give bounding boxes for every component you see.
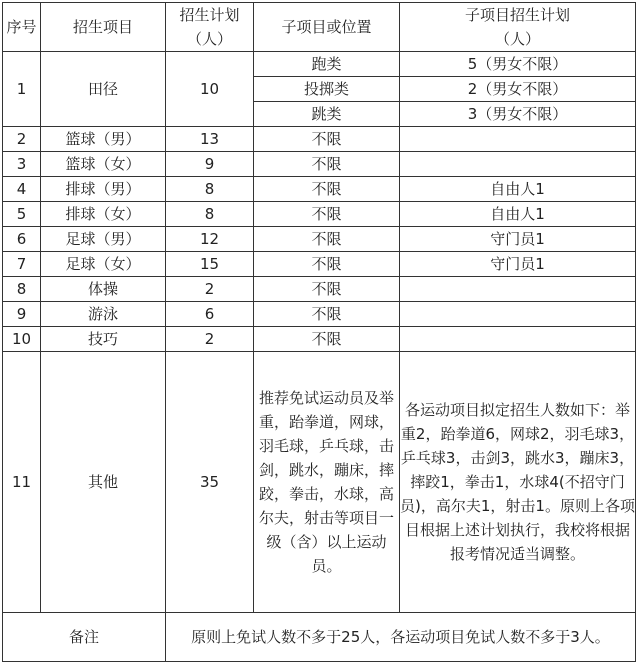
cell-seq: 8: [3, 277, 41, 302]
cell-seq: 1: [3, 52, 41, 127]
cell-project: 排球（女）: [41, 202, 166, 227]
header-subplan-line2: （人）: [494, 30, 540, 48]
header-subplan: [400, 3, 636, 52]
cell-subplan: [400, 302, 636, 327]
cell-sub: 不限: [254, 202, 400, 227]
table-row: [3, 152, 636, 177]
cell-project: 体操: [41, 277, 166, 302]
cell-seq: 2: [3, 127, 41, 152]
cell-seq: 6: [3, 227, 41, 252]
cell-plan: 8: [166, 202, 254, 227]
cell-subplan: [400, 152, 636, 177]
cell-seq: 5: [3, 202, 41, 227]
cell-sub: 投掷类: [254, 77, 400, 102]
cell-project: 篮球（男）: [41, 127, 166, 152]
cell-project: 游泳: [41, 302, 166, 327]
cell-sub: 不限: [254, 302, 400, 327]
cell-plan: 2: [166, 327, 254, 352]
header-plan-line1: 招生计划: [179, 6, 240, 24]
cell-project: 技巧: [41, 327, 166, 352]
cell-sub: 不限: [254, 227, 400, 252]
note-text: 原则上免试人数不多于25人，各运动项目免试人数不多于3人。: [166, 613, 636, 662]
cell-project: 足球（女）: [41, 252, 166, 277]
header-row: [3, 3, 636, 52]
cell-sub: 不限: [254, 277, 400, 302]
cell-subplan: 自由人1: [400, 202, 636, 227]
note-row: [3, 613, 636, 662]
cell-plan: 9: [166, 152, 254, 177]
cell-sub-description: 推荐免试运动员及举重，跆拳道，网球，羽毛球，乒乓球，击剑，跳水，蹦床，摔跤，拳击，水球，高尔夫，射击等项目一级（含）以上运动员。: [254, 352, 400, 613]
note-label: 备注: [3, 613, 166, 662]
cell-sub: 跳类: [254, 102, 400, 127]
cell-seq: 11: [3, 352, 41, 613]
cell-subplan: 2（男女不限）: [400, 77, 636, 102]
cell-plan: 12: [166, 227, 254, 252]
cell-subplan: [400, 127, 636, 152]
cell-sub: 不限: [254, 327, 400, 352]
cell-plan: 35: [166, 352, 254, 613]
cell-sub: 不限: [254, 177, 400, 202]
table-row: [3, 177, 636, 202]
cell-project: 田径: [41, 52, 166, 127]
cell-plan: 2: [166, 277, 254, 302]
cell-plan: 8: [166, 177, 254, 202]
header-plan-line2: （人）: [186, 30, 232, 48]
header-seq: 序号: [3, 3, 41, 52]
cell-subplan: [400, 277, 636, 302]
header-project: 招生项目: [41, 3, 166, 52]
table-row: [3, 277, 636, 302]
cell-subplan: [400, 327, 636, 352]
cell-project: 排球（男）: [41, 177, 166, 202]
header-plan: [166, 3, 254, 52]
cell-seq: 7: [3, 252, 41, 277]
header-subplan-line1: 子项目招生计划: [464, 6, 570, 24]
cell-subplan-description: 各运动项目拟定招生人数如下：举重2，跆拳道6，网球2，羽毛球3，乒乓球3，击剑3，跳水3，蹦床3，摔跤1，拳击1，水球4(不招守门员)，高尔夫1，射击1。原则上各项目根据上述计划执行，我校将根据报考情况适当调整。: [400, 352, 636, 613]
cell-subplan: 守门员1: [400, 227, 636, 252]
cell-project: 篮球（女）: [41, 152, 166, 177]
cell-subplan: 3（男女不限）: [400, 102, 636, 127]
cell-subplan: 守门员1: [400, 252, 636, 277]
cell-plan: 6: [166, 302, 254, 327]
cell-seq: 4: [3, 177, 41, 202]
cell-subplan: 5（男女不限）: [400, 52, 636, 77]
cell-project: 足球（男）: [41, 227, 166, 252]
table-row: [3, 202, 636, 227]
table-row: [3, 302, 636, 327]
cell-project: 其他: [41, 352, 166, 613]
cell-sub: 跑类: [254, 52, 400, 77]
cell-sub: 不限: [254, 152, 400, 177]
table-row: [3, 327, 636, 352]
table-row: [3, 252, 636, 277]
header-sub: 子项目或位置: [254, 3, 400, 52]
table-row: [3, 352, 636, 613]
cell-plan: 13: [166, 127, 254, 152]
cell-seq: 3: [3, 152, 41, 177]
cell-seq: 10: [3, 327, 41, 352]
cell-plan: 15: [166, 252, 254, 277]
table-row: [3, 127, 636, 152]
cell-plan: 10: [166, 52, 254, 127]
table-row: [3, 227, 636, 252]
cell-sub: 不限: [254, 252, 400, 277]
table-row: [3, 52, 636, 77]
cell-sub: 不限: [254, 127, 400, 152]
enrollment-plan-table: [2, 2, 636, 662]
cell-subplan: 自由人1: [400, 177, 636, 202]
cell-seq: 9: [3, 302, 41, 327]
